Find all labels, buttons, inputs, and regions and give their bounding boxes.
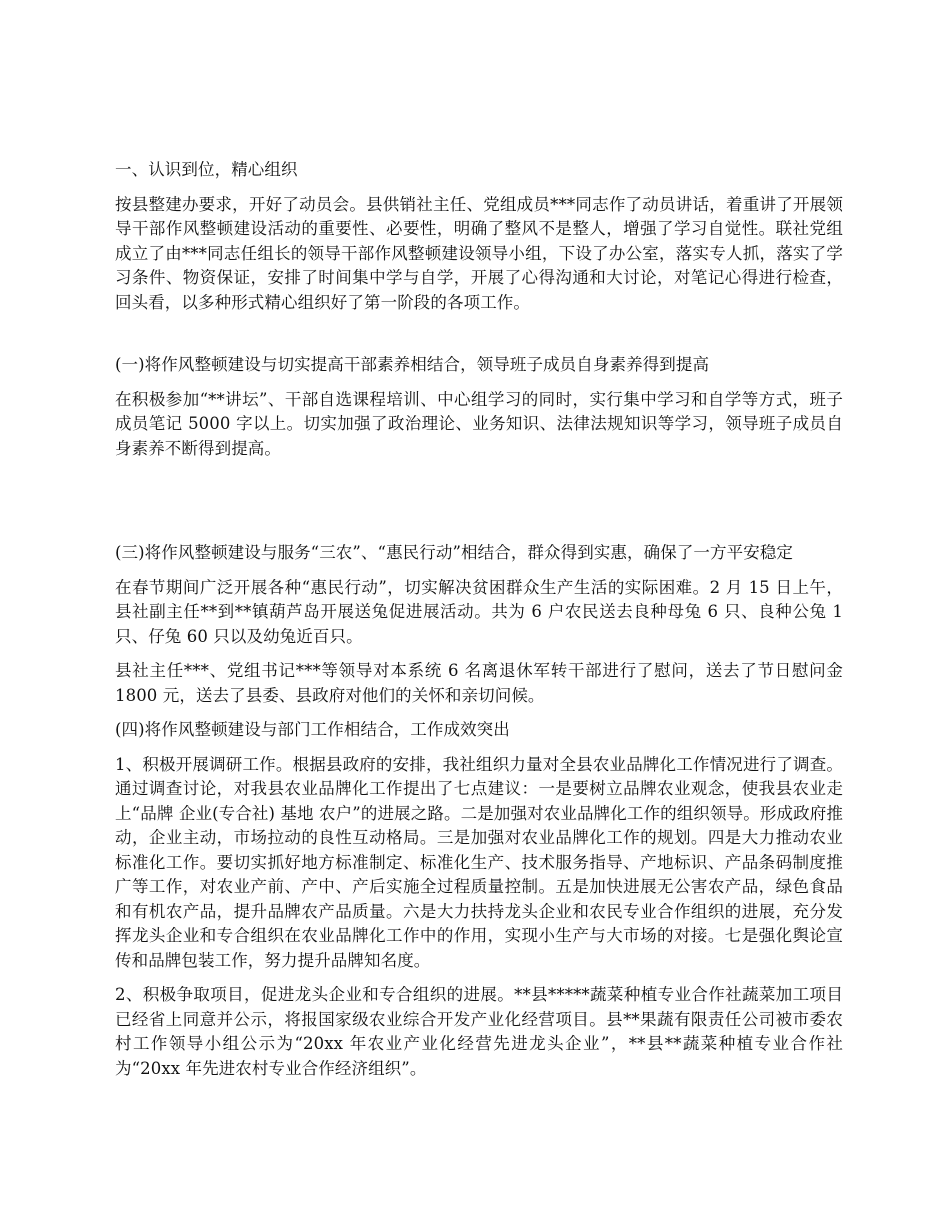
section-heading-service: (三)将作风整顿建设与服务“三农”、“惠民行动”相结合，群众得到实惠，确保了一方平安稳定 [115,543,794,562]
paragraph-research: 1、积极开展调研工作。根据县政府的安排，我社组织力量对全县农业品牌化工作情况进行了调查。通过调查讨论，对我县农业品牌化工作提出了七点建议：一是要树立品牌农业观念，使我县农业走上“品牌 企业(专合社) 基地 农户”的进展之路。二是加强对农业品牌化工作的组织领导。形成政府推动，企业主动，市场拉动的良性互动格局。三是加强对农业品牌化工作的规划。四是大力推动农业标准化工作。要切实抓好地方标准制定、标准化生产、技术服务指导、产地标识、产品条码制度推广等工作，对农业产前、产中、产后实施全过程质量控制。五是加快进展无公害农产品，绿色食品和有机农产品，提升品牌农产品质量。六是大力扶持龙头企业和农民专业合作组织的进展，充分发挥龙头企业和专合组织在农业品牌化工作中的作用，实现小生产与大市场的对接。七是强化舆论宣传和品牌包装工作，努力提升品牌知名度。 [115,754,843,970]
section-heading-work: (四)将作风整顿建设与部门工作相结合，工作成效突出 [115,720,510,739]
paragraph-study: 在积极参加“**讲坛”、干部自选课程培训、中心组学习的同时，实行集中学习和自学等方式，班子成员笔记 5000 字以上。切实加强了政治理论、业务知识、法律法规知识等学习，领导班子成员自身素养不断得到提高。 [115,389,843,458]
section-heading-quality: (一)将作风整顿建设与切实提高干部素养相结合，领导班子成员自身素养得到提高 [115,355,710,374]
paragraph-condolence: 县社主任***、党组书记***等领导对本系统 6 名离退休军转干部进行了慰问，送去了节日慰问金 1800 元，送去了县委、县政府对他们的关怀和亲切问候。 [115,661,843,705]
paragraph-mobilization: 按县整建办要求，开好了动员会。县供销社主任、党组成员***同志作了动员讲话，着重讲了开展领导干部作风整顿建设活动的重要性、必要性，明确了整风不是整人，增强了学习自觉性。联社党组成立了由***同志任组长的领导干部作风整顿建设领导小组，下设了办公室，落实专人抓，落实了学习条件、物资保证，安排了时间集中学与自学，开展了心得沟通和大讨论，对笔记心得进行检查，回头看，以多种形式精心组织好了第一阶段的各项工作。 [115,194,843,312]
document-body [115,158,843,1091]
section-heading-understanding: 一、认识到位，精心组织 [115,160,298,179]
paragraph-projects: 2、积极争取项目，促进龙头企业和专合组织的进展。**县*****蔬菜种植专业合作社蔬菜加工项目已经省上同意并公示，将报国家级农业综合开发产业化经营项目。县**果蔬有限责任公司被市委农村工作领导小组公示为“20xx 年农业产业化经营先进龙头企业”，**县**蔬菜种植专业合作社为“20xx 年先进农村专业合作经济组织”。 [115,985,843,1078]
paragraph-huimin: 在春节期间广泛开展各种“惠民行动”，切实解决贫困群众生产生活的实际困难。2 月 15 日上午，县社副主任**到**镇葫芦岛开展送兔促进展活动。共为 6 户农民送去良种母兔 6 只、良种公兔 1 只、仔兔 60 只以及幼兔近百只。 [115,577,843,646]
